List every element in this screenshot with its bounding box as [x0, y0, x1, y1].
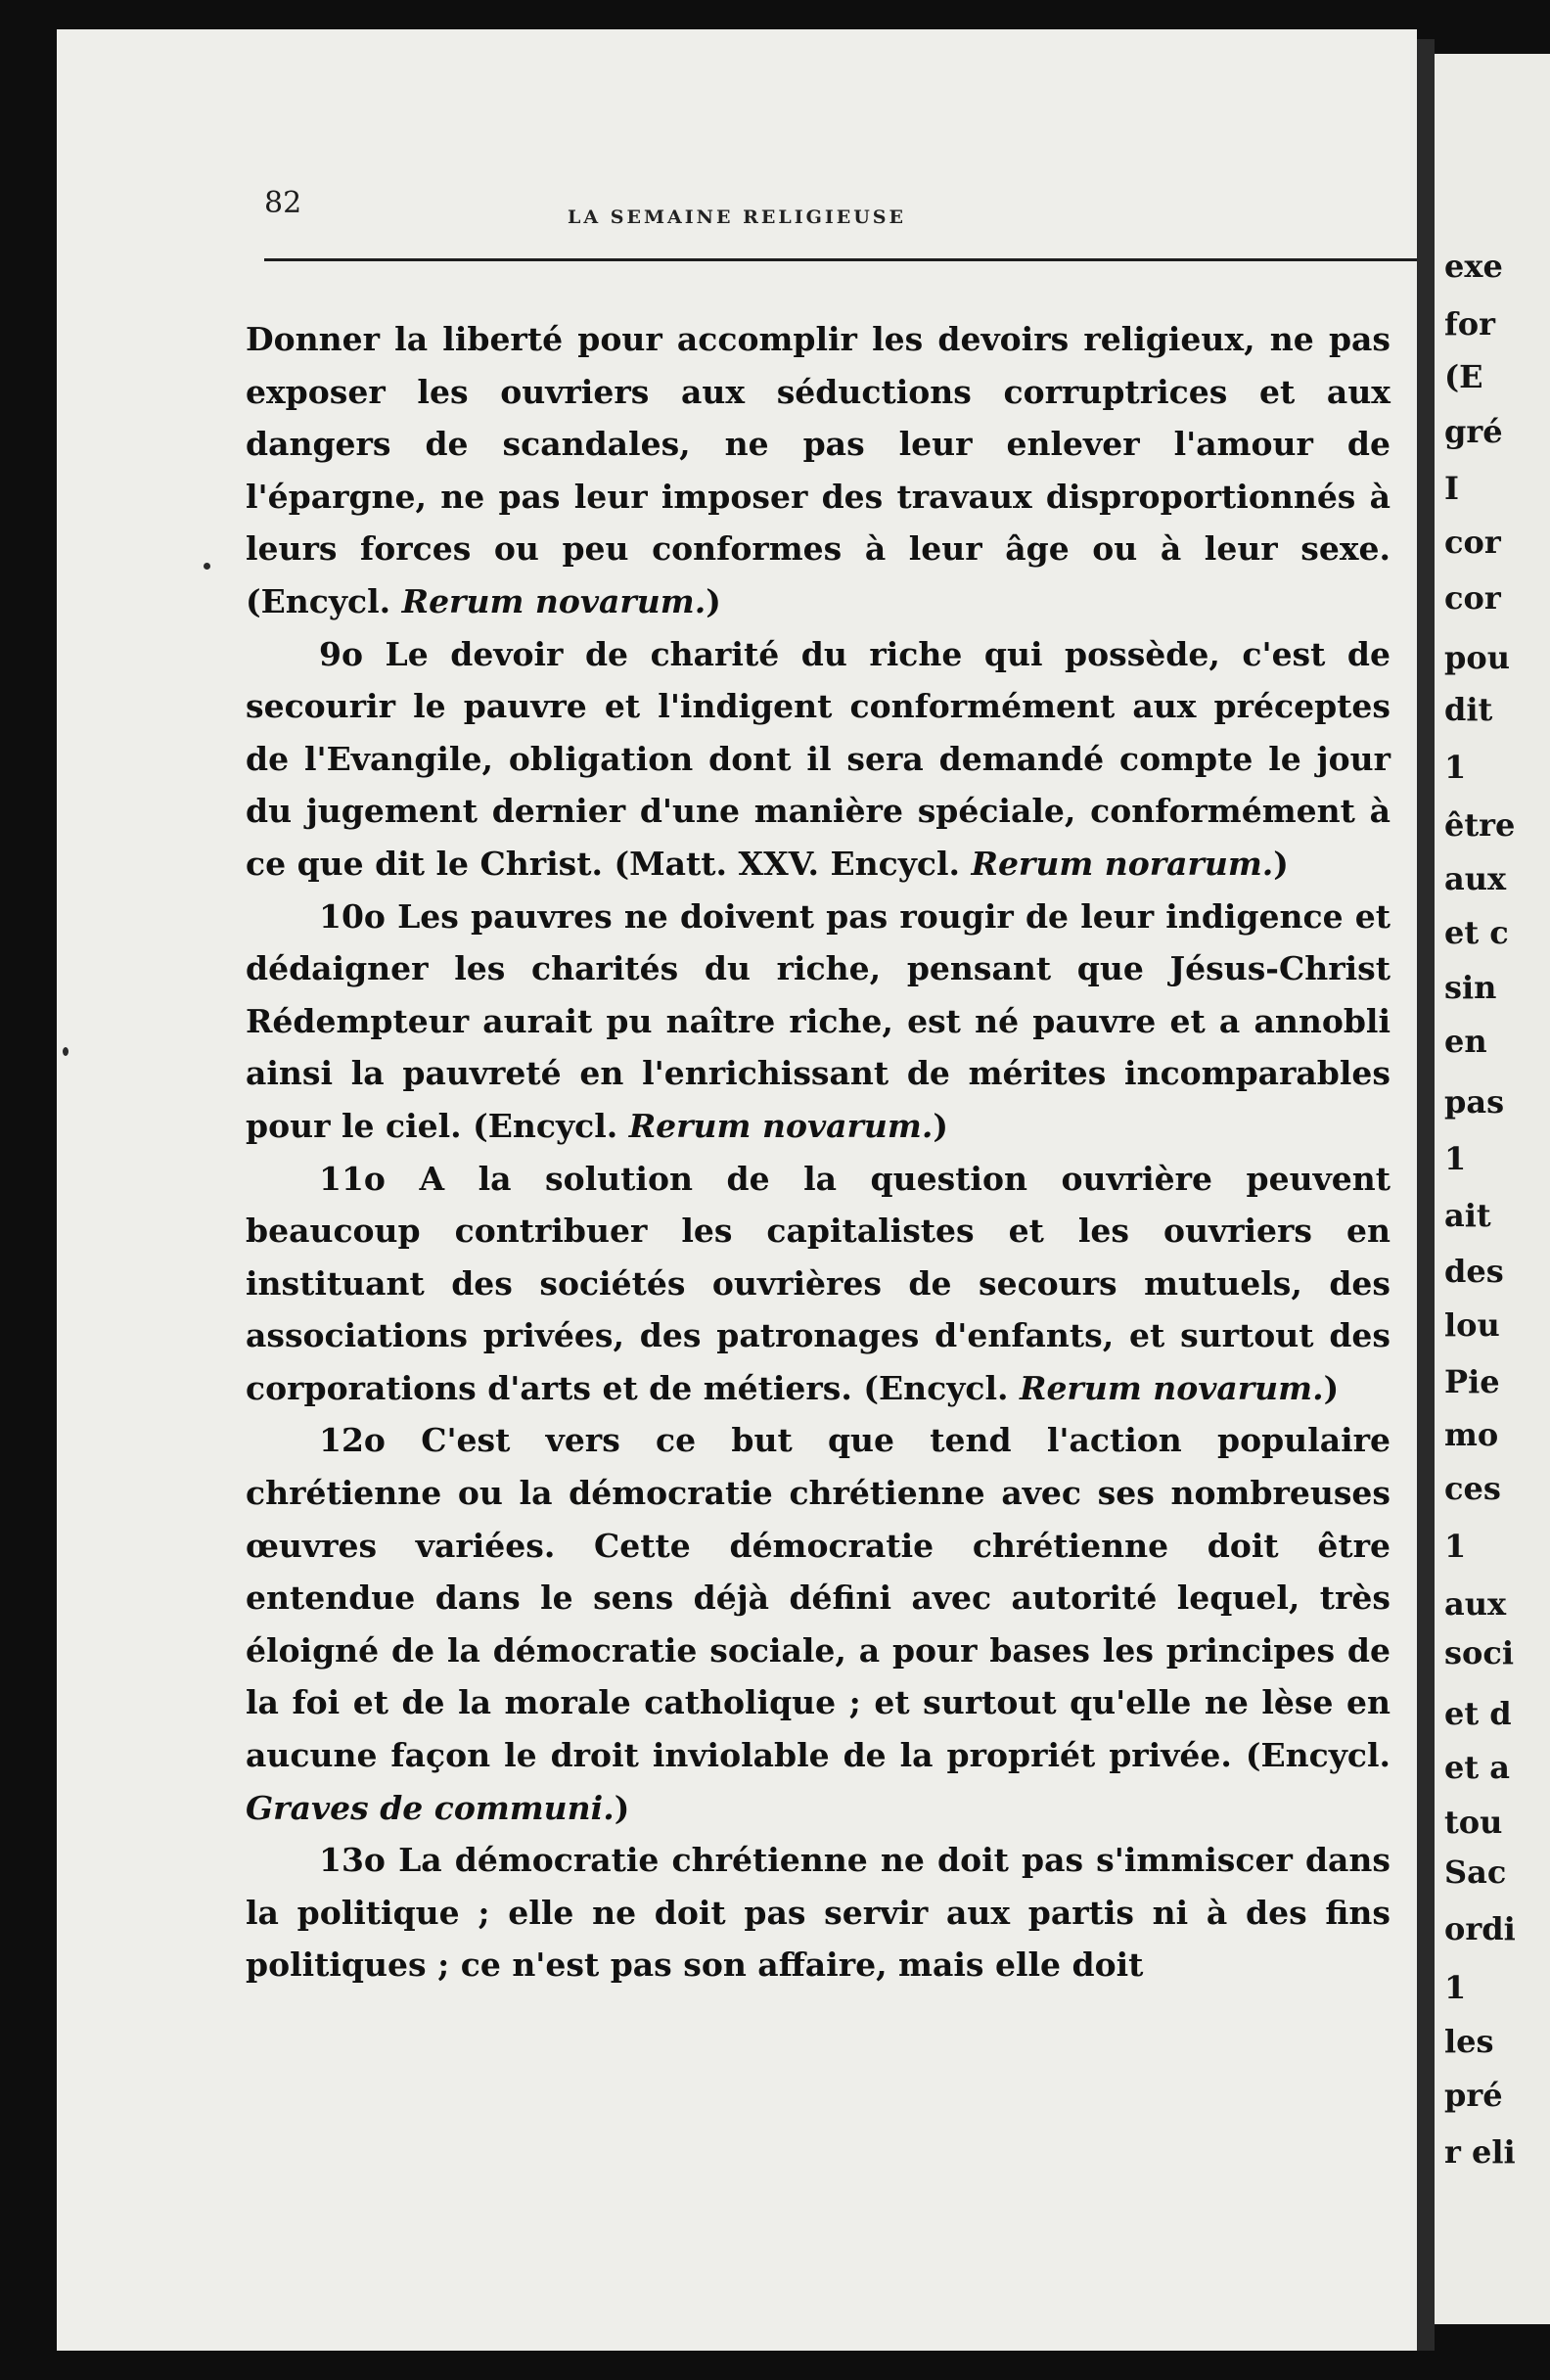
paragraph-13 — [246, 1834, 1390, 1991]
facing-page-fragment: pas — [1444, 1083, 1505, 1121]
paragraph-11 — [246, 1153, 1390, 1415]
facing-page-fragment: (E — [1444, 358, 1483, 395]
paragraph-1-citation: Rerum novarum. — [401, 581, 707, 620]
facing-page-fragment: aux — [1444, 1585, 1507, 1623]
paragraph-12-tail: ) — [614, 1788, 630, 1827]
facing-page-fragment: et d — [1444, 1695, 1512, 1732]
facing-page-fragment: r eli — [1444, 2133, 1516, 2171]
facing-page-fragment: en — [1444, 1023, 1487, 1060]
paragraph-1-tail: ) — [706, 581, 721, 620]
facing-page-fragment: I — [1444, 470, 1459, 507]
paragraph-11-text: 11o A la solution de la question ouvrière peuvent beaucoup contribuer les capitalistes et les ouvriers en instituant des sociétés ouvrières de secours mutuels, des associations privées, des patronages d'enfants, et surtout des corporations d'arts et de métiers. (Encycl. — [246, 1159, 1390, 1407]
paragraph-9 — [246, 628, 1390, 891]
page-number: 82 — [264, 186, 302, 220]
paragraph-11-citation: Rerum novarum. — [1020, 1368, 1324, 1407]
book-page — [57, 29, 1417, 2351]
facing-page-fragment: 1 — [1444, 1140, 1467, 1177]
facing-page-fragment: dit — [1444, 691, 1493, 728]
facing-page-fragment: et a — [1444, 1749, 1511, 1786]
facing-page-fragment: Pie — [1444, 1363, 1500, 1400]
facing-page-fragment: cor — [1444, 579, 1501, 617]
facing-page-fragment: des — [1444, 1253, 1504, 1290]
facing-page-fragment: ces — [1444, 1470, 1501, 1507]
paragraph-1-text: Donner la liberté pour accomplir les devoirs religieux, ne pas exposer les ouvriers aux séductions corruptrices et aux dangers de scandales, ne pas leur enlever l'amour de l'épargne, ne pas leur imposer des travaux disproportionnés à leurs forces ou peu conformes à leur âge ou à leur sexe. (Encycl. — [246, 320, 1390, 620]
paragraph-9-tail: ) — [1273, 844, 1289, 883]
facing-page-fragment: 1 — [1444, 1528, 1467, 1565]
ink-speck — [63, 1047, 68, 1056]
facing-page-fragment: exe — [1444, 248, 1503, 285]
facing-page-fragment: 1 — [1444, 1969, 1467, 2006]
ink-speck — [204, 563, 210, 570]
facing-page-edge — [1435, 54, 1550, 2324]
facing-page-fragment: Sac — [1444, 1854, 1507, 1891]
facing-page-fragment: 1 — [1444, 749, 1467, 786]
facing-page-fragment: mo — [1444, 1416, 1499, 1453]
paragraph-13-text: 13o La démocratie chrétienne ne doit pas s'immiscer dans la politique ; elle ne doit pas servir aux partis ni à des fins politiques ; ce n'est pas son affaire, mais elle doit — [246, 1841, 1390, 1985]
facing-page-fragment: aux — [1444, 860, 1507, 897]
paragraph-10-tail: ) — [933, 1106, 948, 1145]
facing-page-fragment: gré — [1444, 413, 1503, 450]
book-gutter — [1417, 39, 1435, 2351]
facing-page-fragment: pou — [1444, 639, 1510, 676]
paragraph-9-citation: Rerum norarum. — [971, 844, 1274, 883]
paragraph-1 — [246, 313, 1390, 628]
paragraph-10-text: 10o Les pauvres ne doivent pas rougir de leur indigence et dédaigner les charités du riche, pensant que Jésus-Christ Rédempteur aurait pu naître riche, est né pauvre et a annobli ainsi la pauvreté en l'enrichissant de mérites incomparables pour le ciel. (Encycl. — [246, 896, 1390, 1145]
body-text — [246, 313, 1390, 1991]
facing-page-fragment: pré — [1444, 2077, 1503, 2114]
facing-page-fragment: lou — [1444, 1306, 1500, 1344]
facing-page-fragment: sin — [1444, 969, 1497, 1006]
running-title: LA SEMAINE RELIGIEUSE — [568, 206, 906, 228]
facing-page-fragment: ordi — [1444, 1910, 1516, 1947]
facing-page-fragment: soci — [1444, 1634, 1514, 1671]
header-rule — [264, 258, 1417, 261]
paragraph-10 — [246, 891, 1390, 1153]
paragraph-10-citation: Rerum novarum. — [628, 1106, 934, 1145]
facing-page-fragment: cor — [1444, 524, 1501, 561]
paragraph-11-tail: ) — [1323, 1368, 1340, 1407]
paragraph-12 — [246, 1414, 1390, 1834]
facing-page-fragment: for — [1444, 305, 1495, 343]
paragraph-9-text: 9o Le devoir de charité du riche qui possède, c'est de secourir le pauvre et l'indigent conformément aux préceptes de l'Evangile, obligation dont il sera demandé compte le jour du jugement dernier d'une manière spéciale, conformément à ce que dit le Christ. (Matt. XXV. Encycl. — [246, 634, 1390, 883]
facing-page-fragment: les — [1444, 2023, 1494, 2060]
facing-page-fragment: ait — [1444, 1197, 1491, 1234]
paragraph-12-citation: Graves de communi. — [246, 1788, 615, 1827]
paragraph-12-text: 12o C'est vers ce but que tend l'action populaire chrétienne ou la démocratie chrétienne avec ses nombreuses œuvres variées. Cette démocratie chrétienne doit être entendue dans le sens déjà défini avec autorité lequel, très éloigné de la démocratie sociale, a pour bases les principes de la foi et de la morale catholique ; et surtout qu'elle ne lèse en aucune façon le droit inviolable de la propriét privée. (Encycl. — [246, 1421, 1390, 1775]
facing-page-fragment: être — [1444, 806, 1516, 844]
facing-page-fragment: tou — [1444, 1804, 1503, 1841]
facing-page-fragment: et c — [1444, 914, 1509, 951]
